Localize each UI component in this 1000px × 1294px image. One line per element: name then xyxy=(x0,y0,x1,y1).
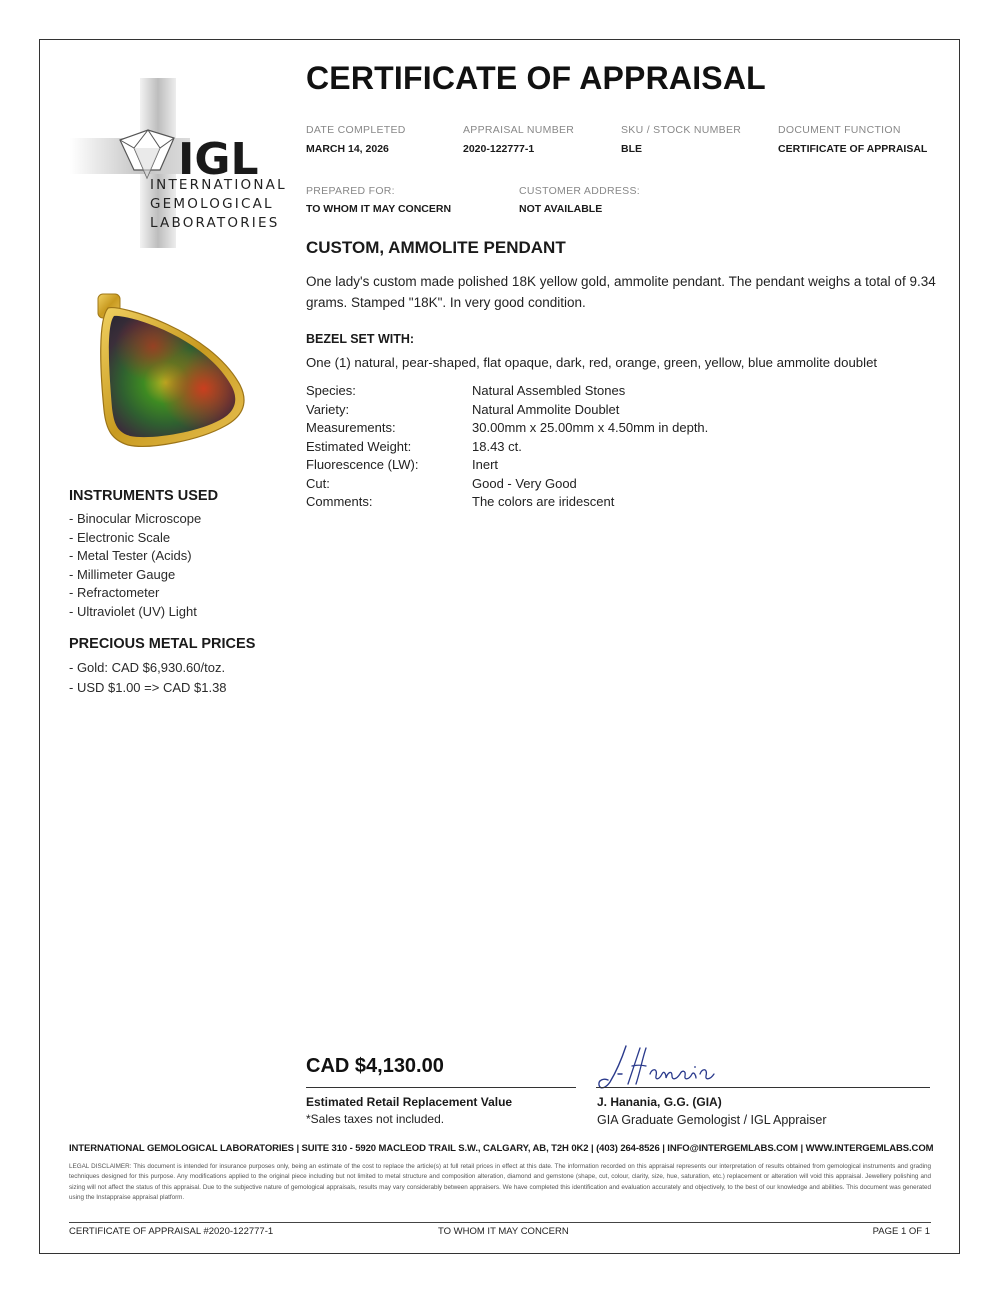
spec-key: Variety: xyxy=(306,401,350,417)
spec-row xyxy=(306,419,936,438)
sku-value: BLE xyxy=(621,143,642,155)
logo-line-3: LABORATORIES xyxy=(150,215,280,231)
customer-address-value: NOT AVAILABLE xyxy=(519,203,603,215)
appraisal-number-label: APPRAISAL NUMBER xyxy=(463,124,575,136)
prepared-for-value: TO WHOM IT MAY CONCERN xyxy=(306,203,452,215)
instruments-heading: INSTRUMENTS USED xyxy=(69,488,219,504)
instruments-list xyxy=(69,510,289,622)
price-item: - Gold: CAD $6,930.60/toz. xyxy=(69,659,226,675)
logo-line-1: INTERNATIONAL xyxy=(150,177,287,193)
logo-line-2: GEMOLOGICAL xyxy=(150,196,274,212)
valuation-divider xyxy=(306,1087,576,1088)
spec-key: Estimated Weight: xyxy=(306,438,412,454)
appraisal-number-value: 2020-122777-1 xyxy=(463,143,535,155)
spec-row xyxy=(306,438,936,457)
valuation-amount: CAD $4,130.00 xyxy=(306,1055,444,1077)
spec-key: Measurements: xyxy=(306,420,396,435)
prices-list xyxy=(69,658,289,699)
spec-row xyxy=(306,401,936,420)
footer-contact: INTERNATIONAL GEMOLOGICAL LABORATORIES | SUITE 310 - 5920 MACLEOD TRAIL S.W., CALGARY, AB, T2H 0K2 | (403) 264-8526 | INFO@INTERGEMLABS.COM | WWW.INTERGEMLABS.COM xyxy=(69,1143,934,1154)
instrument-item: - Binocular Microscope xyxy=(69,511,202,526)
customer-address-label: CUSTOMER ADDRESS: xyxy=(519,185,641,197)
spec-key: Species: xyxy=(306,383,356,398)
appraiser-title: GIA Graduate Gemologist / IGL Appraiser xyxy=(597,1113,827,1127)
spec-value: 30.00mm x 25.00mm x 4.50mm in depth. xyxy=(472,420,709,435)
spec-row xyxy=(306,475,936,494)
sku-label: SKU / STOCK NUMBER xyxy=(621,124,742,136)
document-function-label: DOCUMENT FUNCTION xyxy=(778,124,901,136)
bezel-description: One (1) natural, pear-shaped, flat opaque, dark, red, orange, green, yellow, blue ammolite doublet xyxy=(306,355,878,370)
footer-recipient: TO WHOM IT MAY CONCERN xyxy=(438,1226,569,1237)
footer-certificate-number: CERTIFICATE OF APPRAISAL #2020-122777-1 xyxy=(69,1226,274,1237)
bezel-heading: BEZEL SET WITH: xyxy=(306,332,415,346)
prices-heading: PRECIOUS METAL PRICES xyxy=(69,635,256,652)
instrument-item: - Electronic Scale xyxy=(69,529,171,545)
spec-value: Natural Assembled Stones xyxy=(472,383,626,398)
legal-disclaimer: LEGAL DISCLAIMER: This document is intended for insurance purposes only, being an estimate of the cost to replace the article(s) at full retail prices in effect at this date. The information recorded on this appraisal represents our interpretation of results obtained from gemological instruments and grading techniques designed for this purpose. Any modifications applied to the original piece including but not limited to metal structure and composition alteration, diamond and gemstone (shape, cut, colour, clarity, size, hue, saturation, etc.) replacement or alteration will void this appraisal. Jewellery polishing and sizing will not affect the status of this appraisal. Due to the subjective nature of gemological appraisals, results may vary considerably between appraisers. We have completed this identification and evaluation accurately and objectively, to the best of our knowledge and abilities. This document was generated using the Instappraise appraisal platform. xyxy=(69,1163,931,1202)
footer-divider xyxy=(69,1222,931,1223)
logo-wordmark xyxy=(150,176,287,233)
spec-key: Fluorescence (LW): xyxy=(306,457,419,472)
spec-row xyxy=(306,456,936,475)
instrument-item: - Millimeter Gauge xyxy=(69,566,176,582)
signature-divider xyxy=(596,1087,930,1088)
item-description: One lady's custom made polished 18K yellow gold, ammolite pendant. The pendant weighs a total of 9.34 grams. Stamped "18K". In very good condition. xyxy=(306,274,936,310)
prepared-for-label: PREPARED FOR: xyxy=(306,185,395,197)
date-value: MARCH 14, 2026 xyxy=(306,143,389,155)
spec-key: Cut: xyxy=(306,475,330,491)
pendant-image xyxy=(90,290,250,460)
page-title: CERTIFICATE OF APPRAISAL xyxy=(306,60,766,96)
footer-page-number: PAGE 1 OF 1 xyxy=(872,1226,930,1237)
appraiser-signature xyxy=(596,1038,736,1094)
spec-key: Comments: xyxy=(306,494,373,509)
price-item: - USD $1.00 => CAD $1.38 xyxy=(69,680,227,696)
valuation-label: Estimated Retail Replacement Value xyxy=(306,1095,513,1109)
left-column xyxy=(69,488,289,699)
specifications-table xyxy=(306,382,936,512)
document-function-value: CERTIFICATE OF APPRAISAL xyxy=(778,143,928,155)
spec-value: Inert xyxy=(472,457,499,472)
item-heading: CUSTOM, AMMOLITE PENDANT xyxy=(306,238,566,257)
spec-row xyxy=(306,493,936,512)
valuation-note: *Sales taxes not included. xyxy=(306,1112,445,1126)
date-label: DATE COMPLETED xyxy=(306,124,406,136)
instrument-item: - Metal Tester (Acids) xyxy=(69,548,192,564)
spec-value: The colors are iridescent xyxy=(472,494,615,509)
instrument-item: - Ultraviolet (UV) Light xyxy=(69,603,197,619)
spec-value: 18.43 ct. xyxy=(472,438,522,454)
spec-value: Natural Ammolite Doublet xyxy=(472,401,620,417)
spec-value: Good - Very Good xyxy=(472,475,577,491)
logo-mark: IGL xyxy=(178,134,259,185)
spec-row xyxy=(306,382,936,401)
instrument-item: - Refractometer xyxy=(69,585,160,601)
appraiser-name: J. Hanania, G.G. (GIA) xyxy=(597,1095,722,1109)
